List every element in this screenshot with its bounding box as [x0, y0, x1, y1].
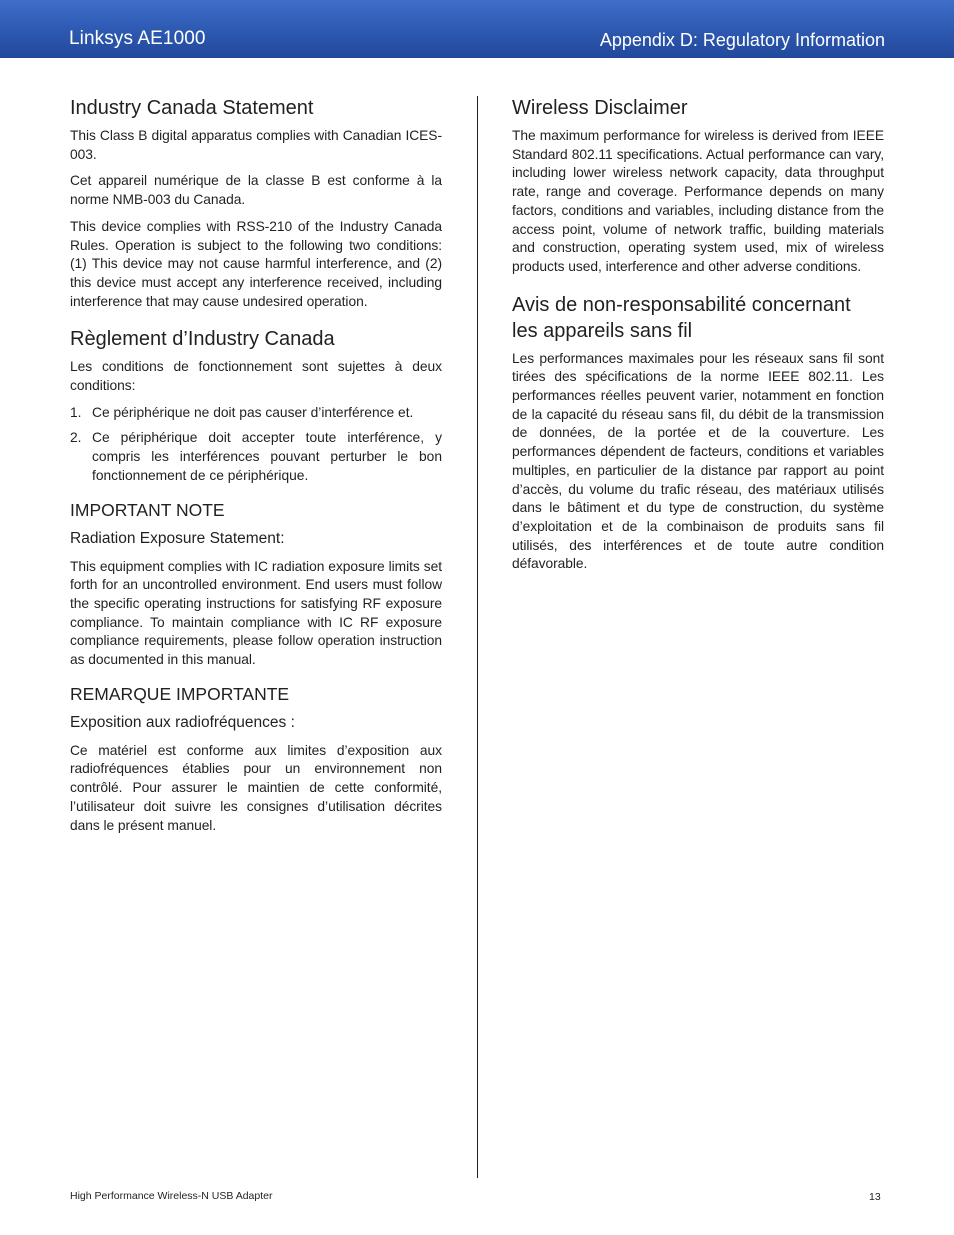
- column-divider: [477, 96, 478, 1178]
- page-number: 13: [869, 1191, 881, 1203]
- list-item-number: 2.: [70, 430, 82, 446]
- list-item: [70, 404, 442, 423]
- exposition-subheading: Exposition aux radiofréquences :: [70, 713, 295, 731]
- left-column: [70, 95, 442, 843]
- avis-section: [512, 292, 884, 574]
- conditions-list: [70, 404, 442, 486]
- reglement-heading: Règlement d’Industry Canada: [70, 328, 335, 351]
- ices-paragraph: This Class B digital apparatus complies with Canadian ICES-003.: [70, 128, 442, 162]
- exposition-paragraph: Ce matériel est conforme aux limites d’exposition aux radiofréquences établies pour un environnement non contrôlé. Pour assurer le maintien de cette conformité, l’utilisateur doit suivre les consignes d’utilisation décrites dans le présent manuel.: [70, 742, 442, 833]
- right-column: [512, 95, 884, 582]
- header-bar: [0, 0, 954, 58]
- important-note-heading: IMPORTANT NOTE: [70, 499, 225, 520]
- section-title: Appendix D: Regulatory Information: [599, 30, 885, 50]
- nmb-paragraph: Cet appareil numérique de la classe B est conforme à la norme NMB-003 du Canada.: [70, 173, 442, 208]
- wireless-disclaimer-heading: Wireless Disclaimer: [512, 97, 688, 119]
- radiation-exposure-paragraph: This equipment complies with IC radiation exposure limits set forth for an uncontrolled environment. End users must follow the specific operating instructions for satisfying RF exposure compliance. To maintain compliance with IC RF exposure compliance requirements, please follow operation instruction as documented in this manual.: [70, 558, 442, 668]
- list-item-number: 1.: [70, 404, 82, 420]
- avis-paragraph: Les performances maximales pour les réseaux sans fil sont tirées des spécifications de la norme IEEE 802.11. Les performances réelles peuvent varier, notamment en fonction de la capacité du réseau sans fil, du débit de la transmission de données, de la portée et de la couverture. Les performances dépendent de facteurs, conditions et variables multiples, en particulier de la distance par rapport au point d’accès, du volume du trafic réseau, des matériaux utilisés dans le bâtiment et du type de construction, du système d’exploitation et de la combinaison de produits sans fil utilisés, des interférences et de toute autre condition défavorable.: [512, 350, 884, 572]
- footer-product-name: High Performance Wireless-N USB Adapter: [70, 1190, 273, 1202]
- list-item-text: Ce périphérique ne doit pas causer d’interférence et.: [92, 404, 414, 420]
- avis-heading: Avis de non-responsabilité concernant les appareils sans fil: [512, 293, 851, 342]
- list-item: [70, 429, 442, 485]
- industry-canada-statement: [70, 95, 442, 311]
- important-note-section: [70, 499, 442, 670]
- rss-paragraph: This device complies with RSS-210 of the Industry Canada Rules. Operation is subject to the following two conditions: (1) This device may not cause harmful interference, and (2) this device must accept any interference received, including interference that may cause undesired operation.: [70, 218, 442, 309]
- industry-canada-heading: Industry Canada Statement: [70, 97, 314, 119]
- wireless-disclaimer-paragraph: The maximum performance for wireless is derived from IEEE Standard 802.11 specifications. Actual performance can vary, including lower wireless network capacity, data throughput rate, range and coverage. Performance depends on many factors, conditions and variables, including distance from the access point, volume of network traffic, building materials and construction, operating system used, mix of wireless products used, interference and other adverse conditions.: [512, 128, 884, 274]
- list-item-text: Ce périphérique doit accepter toute interférence, y compris les interférences pouvant perturber le bon fonctionnement de ce périphérique.: [92, 430, 442, 483]
- reglement-intro: Les conditions de fonctionnement sont sujettes à deux conditions:: [70, 359, 442, 394]
- product-title: Linksys AE1000: [69, 28, 206, 49]
- remarque-section: [70, 683, 442, 836]
- radiation-exposure-subheading: Radiation Exposure Statement:: [70, 529, 285, 547]
- remarque-heading: REMARQUE IMPORTANTE: [70, 683, 290, 704]
- wireless-disclaimer-section: [512, 95, 884, 277]
- reglement-section: [70, 326, 442, 485]
